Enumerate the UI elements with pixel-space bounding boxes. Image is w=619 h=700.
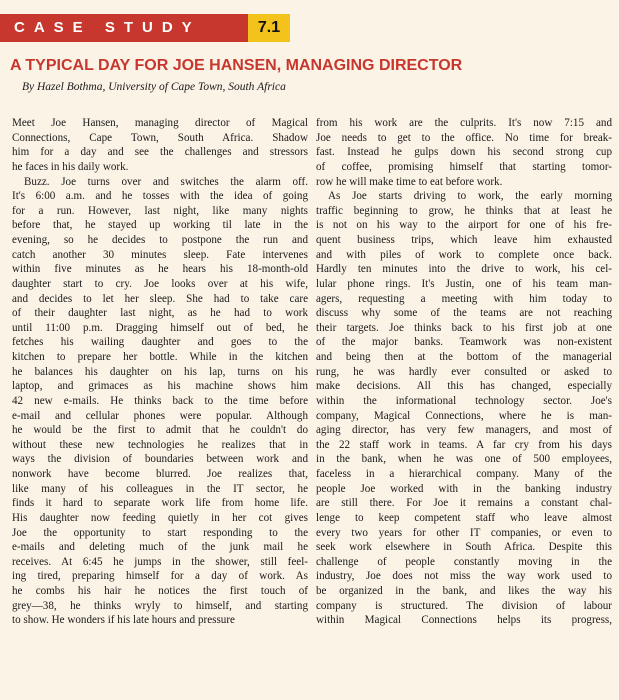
text-line: without these new technologies he realizes that in (12, 438, 308, 451)
text-line: fetches his wailing daughter and goes to the (12, 336, 308, 349)
text-line: rung, he was hardly ever consulted or asked to (316, 365, 612, 378)
text-line: are still there. For Joe it remains a constant chal- (316, 497, 612, 510)
text-line: their targets. Joe thinks back to his first job at one (316, 321, 612, 334)
case-study-label: CASE STUDY (0, 14, 248, 42)
text-line: people Joe worked with in the banking industry (316, 482, 612, 495)
left-text-column (12, 116, 308, 628)
text-line: grey—38, he thinks wryly to himself, and starting (12, 599, 308, 612)
text-line: finds it hard to separate work life from home life. (12, 497, 308, 510)
article-title: A TYPICAL DAY FOR JOE HANSEN, MANAGING DIRECTOR (10, 57, 463, 74)
text-line: and with piles of work to complete once back. (316, 248, 612, 261)
text-line: Buzz. Joe turns over and switches the alarm off. (24, 175, 308, 188)
text-line: Joe needs to get to the office. No time for break- (316, 131, 612, 144)
text-line: It's 6:00 a.m. and he tosses with the idea of going (12, 190, 308, 203)
text-line: Joe the opportunity to start responding to the (12, 526, 308, 539)
text-line: As Joe starts driving to work, the early morning (328, 190, 612, 203)
text-line: like many of his colleagues in the IT sector, he (12, 482, 308, 495)
text-line: e-mails and deleting much of the junk mail he (12, 541, 308, 554)
text-line: and being then at the bottom of the managerial (316, 351, 612, 363)
text-line: His daughter now feeding quietly in her cot gives (12, 511, 308, 524)
text-line: of the major banks. Teamwork was non-existent (316, 336, 612, 349)
text-line: receives. At 6:45 he jumps in the shower, still feel- (12, 555, 308, 568)
text-line: Connections, Cape Town, South Africa. Shadow (12, 131, 308, 144)
text-line: daughter start to cry. Joe looks over at his wife, (12, 277, 308, 290)
text-line: for a run. However, last night, like many nights (12, 204, 308, 217)
text-line: him for a day and see the challenges and stressors (12, 146, 308, 159)
text-line: kitchen to prepare her bottle. While in the kitchen (12, 351, 308, 363)
text-line: and decides to let her sleep. She had to take care (12, 292, 308, 305)
text-line: seek work elsewhere in South Africa. Despite this (316, 541, 612, 554)
text-line: of coffee, promising himself that starting tomor- (316, 160, 612, 173)
text-line: within Magical Connections helps its progress, (316, 614, 612, 627)
text-line: discuss why some of the teams are not reaching (316, 307, 612, 320)
text-line: the 22 staff work in teams. A far cry from his days (316, 438, 612, 451)
text-line: traffic beginning to grow, he thinks that at least he (316, 204, 612, 217)
text-line: ways the division of boundaries between work and (12, 453, 308, 466)
text-line: be organized in the bank, and likes the way his (316, 585, 612, 597)
text-line: e-mail and cellular phones were popular. Although (12, 409, 308, 422)
text-line: is not on his way to the airport for one of his fre- (316, 219, 612, 232)
article-byline: By Hazel Bothma, University of Cape Town, South Africa (22, 81, 286, 93)
text-line: lenge to keep competent staff who leave almost (316, 511, 612, 524)
text-line: Meet Joe Hansen, managing director of Magical (12, 117, 308, 129)
text-line: of their daughter last night, as he had to work (12, 307, 308, 320)
text-line: nonwork have become blurred. Joe realizes that, (12, 468, 308, 480)
text-line: he balances his daughter on his lap, turns on his (12, 365, 308, 378)
text-line: catch another 30 minutes sleep. Fate intervenes (12, 248, 308, 261)
text-line: within five minutes as he hears his 18-month-old (12, 263, 308, 276)
text-line: company is structured. The division of labour (316, 599, 612, 612)
text-line: industry, Joe does not miss the way work used to (316, 570, 612, 583)
text-line: challenge of people constantly moving in the (316, 555, 612, 568)
text-line: ing tired, preparing himself for a day of work. As (12, 570, 308, 583)
text-line: to show. He wonders if his late hours and pressure (12, 614, 235, 627)
text-line: he combs his hair he notices the first touch of (12, 585, 308, 597)
text-line: he faces in his daily work. (12, 160, 129, 173)
case-study-number: 7.1 (248, 14, 290, 42)
text-line: in the bank, when he was one of 500 employees, (316, 453, 612, 466)
text-line: quent business trips, which leave him exhausted (316, 234, 612, 246)
text-line: lular phone rings. It's Justin, one of his team man- (316, 277, 612, 290)
text-line: make decisions. All this has changed, especially (316, 380, 612, 393)
text-line: before that, he stayed up working til late in the (12, 219, 308, 232)
text-line: Hardly ten minutes into the drive to work, his cel- (316, 263, 612, 276)
text-line: 42 new e-mails. He thinks back to the time before (12, 394, 308, 407)
text-line: aging director, has very few managers, and most of (316, 424, 612, 437)
text-line: evening, so he decides to postpone the run and (12, 234, 308, 246)
text-line: within the informational technology sector. Joe's (316, 394, 612, 407)
text-line: he would be the first to admit that he couldn't do (12, 424, 308, 437)
text-line: agers, requesting a meeting with him today to (316, 292, 612, 305)
right-text-column (316, 116, 612, 628)
text-line: until 11:00 p.m. Dragging himself out of bed, he (12, 321, 308, 334)
text-line: every two years for other IT companies, or even to (316, 526, 612, 539)
text-line: laptop, and grimaces as his machine shows him (12, 380, 308, 393)
text-line: faceless in a hierarchical company. Many of the (316, 468, 612, 480)
text-line: company, Magical Connections, where he is man- (316, 409, 612, 422)
text-line: row he will make time to eat before work. (316, 175, 503, 188)
text-line: from his work are the culprits. It's now 7:15 and (316, 117, 612, 129)
text-line: fast. Instead he gulps down his second strong cup (316, 146, 612, 159)
